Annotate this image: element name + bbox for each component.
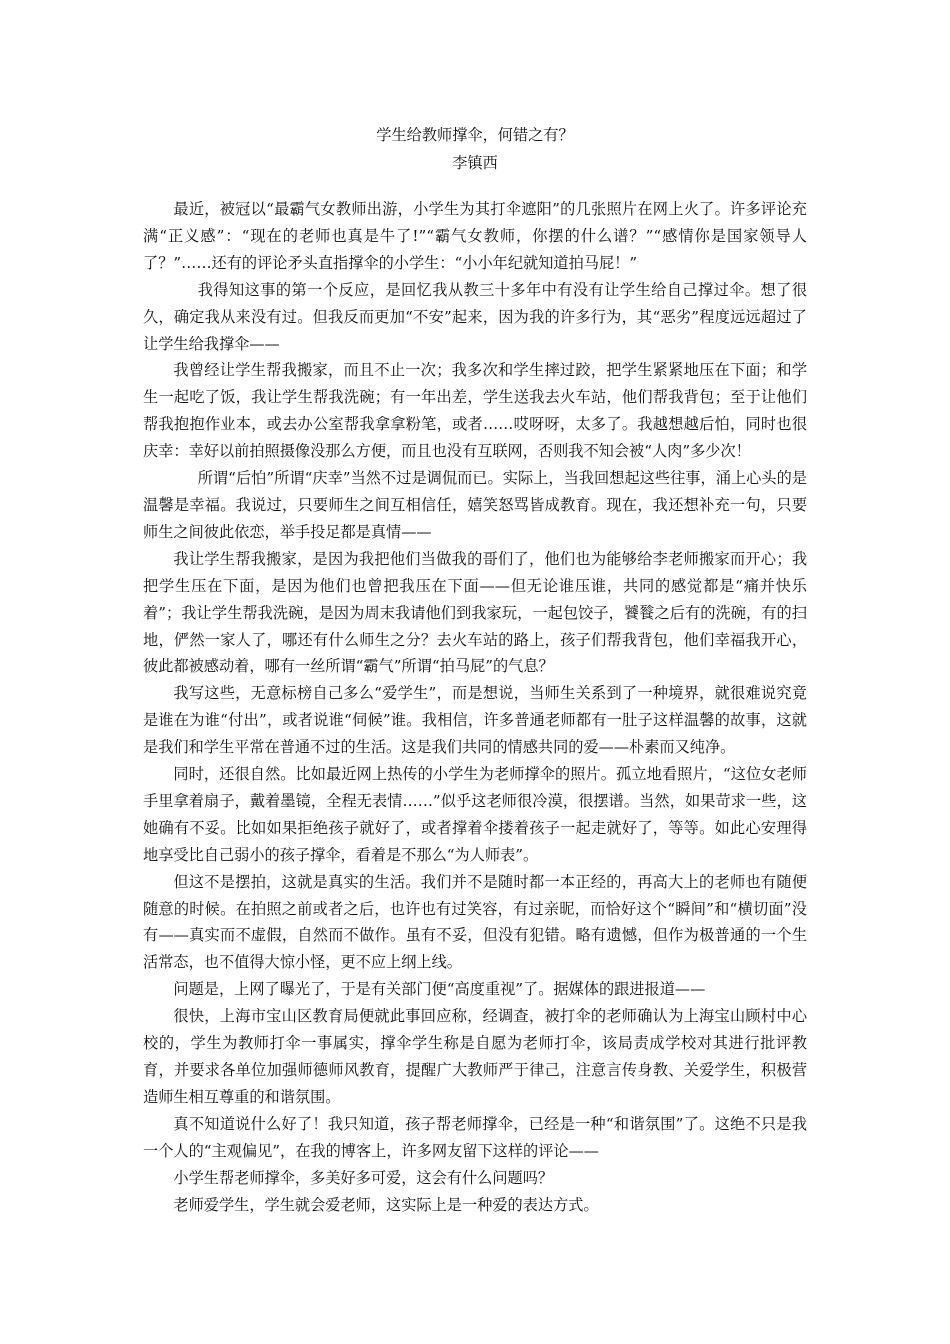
paragraph: 我让学生帮我搬家，是因为我把他们当做我的哥们了，他们也为能够给李老师搬家而开心；我把学生压在下面，是因为他们也曾把我压在下面——但无论谁压谁，共同的感觉都是“痛并快乐着”；我让学生帮我洗碗，是因为周末我请他们到我家玩，一起包饺子，饕餮之后有的洗碗，有的扫地，俨然一家人了，哪还有什么师生之分？去火车站的路上，孩子们帮我背包，他们幸福我开心，彼此都被感动着，哪有一丝所谓“霸气”所谓“拍马屁”的气息？ (143, 549, 807, 676)
paragraph: 最近，被冠以“最霸气女教师出游，小学生为其打伞遮阳”的几张照片在网上火了。许多评论充满“正义感”：“现在的老师也真是牛了!”“霸气女教师，你摆的什么谱？”“感情你是国家领导人了？”……还有的评论矛头直指撑伞的小学生：“小小年纪就知道拍马屁！” (143, 200, 807, 272)
article-title: 学生给教师撑伞，何错之有？ (376, 126, 574, 144)
paragraph: 我写这些，无意标榜自己多么“爱学生”，而是想说，当师生关系到了一种境界，就很难说究竟是谁在为谁“付出”，或者说谁“伺候”谁。我相信，许多普通老师都有一肚子这样温馨的故事，这就是我们和学生平常在普通不过的生活。这是我们共同的情感共同的爱——朴素而又纯净。 (143, 684, 807, 757)
paragraph: 我曾经让学生帮我搬家，而且不止一次；我多次和学生摔过跤，把学生紧紧地压在下面；和学生一起吃了饭，我让学生帮我洗碗；有一年出差，学生送我去火车站，他们帮我背包；至于让他们帮我抱抱作业本，或去办公室帮我拿拿粉笔，或者……哎呀呀，太多了。我越想越后怕，同时也很庆幸：幸好以前拍照摄像没那么方便，而且也没有互联网，否则我不知会被“人肉”多少次！ (143, 361, 807, 461)
document-page (143, 120, 807, 1218)
article-body (143, 196, 807, 1218)
paragraph: 同时，还很自然。比如最近网上热传的小学生为老师撑伞的照片。孤立地看照片，“这位女老师手里拿着扇子，戴着墨镜，全程无表情……”似乎这老师很冷漠，很摆谱。当然，如果苛求一些，这她确有不妥。比如如果拒绝孩子就好了，或者撑着伞搂着孩子一起走就好了，等等。如此心安理得地享受比自己弱小的孩子撑伞，看着是不那么“为人师表”。 (143, 765, 807, 864)
paragraph: 但这不是摆拍，这就是真实的生活。我们并不是随时都一本正经的，再高大上的老师也有随便随意的时候。在拍照之前或者之后，也许也有过笑容，有过亲昵，而恰好这个“瞬间”和“横切面”没有——真实而不虚假，自然而不做作。虽有不妥，但没有犯错。略有遗憾，但作为极普通的一个生活常态，也不值得大惊小怪，更不应上纲上线。 (143, 872, 807, 972)
paragraph: 我得知这事的第一个反应，是回忆我从教三十多年中有没有让学生给自己撑过伞。想了很久，确定我从来没有过。但我反而更加“不安”起来，因为我的许多行为，其“恶劣”程度远远超过了让学生给我撑伞—— (143, 280, 807, 353)
paragraph: 真不知道说什么好了！我只知道，孩子帮老师撑伞，已经是一种“和谐氛围”了。这绝不只是我一个人的“主观偏见”，在我的博客上，许多网友留下这样的评论—— (143, 1114, 807, 1160)
article-author: 李镇西 (452, 154, 498, 172)
paragraph: 问题是，上网了曝光了，于是有关部门便“高度重视”了。据媒体的跟进报道—— (173, 980, 706, 999)
paragraph: 很快，上海市宝山区教育局便就此事回应称，经调查，被打伞的老师确认为上海宝山顾村中心校的，学生为教师打伞一事属实，撑伞学生称是自愿为老师打伞，该局责成学校对其进行批评教育，并要求各单位加强师德师风教育，提醒广大教师严于律己，注意言传身教、关爱学生，积极营造师生相互尊重的和谐氛围。 (143, 1007, 807, 1106)
paragraph: 小学生帮老师撑伞，多美好多可爱，这会有什么问题吗？ (173, 1168, 554, 1187)
paragraph: 所谓“后怕”所谓“庆幸”当然不过是调侃而已。实际上，当我回想起这些往事，涌上心头的是温馨是幸福。我说过，只要师生之间互相信任，嬉笑怒骂皆成教育。现在，我还想补充一句，只要师生之间彼此依恋，举手投足都是真情—— (143, 469, 807, 541)
paragraph: 老师爱学生，学生就会爱老师，这实际上是一种爱的表达方式。 (173, 1195, 599, 1214)
